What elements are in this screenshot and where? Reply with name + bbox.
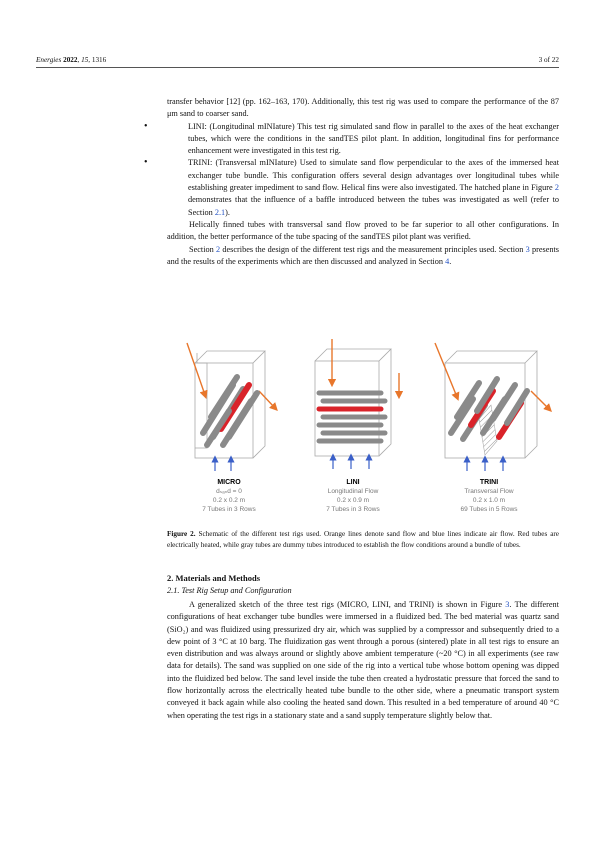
sand-flow-arrow-out	[531, 391, 549, 409]
para2-text-4: .	[449, 256, 452, 266]
bullet-icon: •	[144, 157, 148, 169]
section-2-link[interactable]: 2	[216, 244, 221, 254]
caption-label: Figure 2.	[167, 530, 196, 538]
figure-2-schematic	[167, 333, 559, 521]
trini-tubes: 69 Tubes in 5 Rows	[460, 506, 518, 513]
paragraph-helical: Helically finned tubes with transversal sand flow proved to be far superior to all other configurations. In addition, the better performance of the tube spacing of the sandTES pilot plant was verified.	[167, 219, 559, 242]
bullet-trini	[144, 157, 559, 218]
section-3-link[interactable]: 3	[525, 244, 530, 254]
running-header-citation: Energies 2022, 15, 1316	[36, 56, 107, 64]
micro-line1: dₛₐₙd = 0	[216, 488, 242, 495]
bullet-lini-text: LINI: (Longitudinal mINIature) This test rig simulated sand flow in parallel to the axes of the heat exchanger tubes, which were the conditions in the sandTES pilot plant. In addition, longitudinal fins for performance enhancement were investigated in this test rig.	[188, 121, 559, 156]
caption-text: Schematic of the different test rigs used. Orange lines denote sand flow and blue lines indicate air flow. Red tubes are electrically heated, while gray tubes are dummy tubes introduced to establish the flow conditions around a bundle of tubes.	[167, 530, 559, 549]
journal-year: 2022	[63, 56, 78, 64]
section-4-link[interactable]: 4	[445, 256, 450, 266]
micro-label: MICRO	[217, 479, 241, 486]
figure-caption	[167, 529, 559, 550]
section-heading: 2. Materials and Methods	[167, 573, 261, 583]
header-rule	[36, 67, 559, 68]
bullet-lini	[144, 120, 559, 158]
section-ref-link[interactable]: 2.1	[214, 207, 226, 217]
trini-rig-sketch	[435, 343, 549, 471]
page-number: 3 of 22	[538, 56, 559, 64]
section-text-2: . The different configurations of heat exchanger tube bundles were immersed in a fluidized bed. The bed material was quartz sand (SiO₂) and was fluidized using pressurized dry air, which was supplied by a compressor and subsequently dried to a dew point of 3 °C at 10 barg. The fluidization gas went through a porous (sintered) plate in all test rigs to ensure an even distribution and was always around or slightly above ambient temperature (~20 °C) in all experiments (see raw data for details). The sand was supplied on one side of the rig into a vertical tube whose bottom opening was dipped into the fluidized bed below. The sand level inside the tube then created a hydrostatic pressure that forced the sand to flow horizontally across the electrically heated tube bundle to the other side, where a pneumatic transport system conveyed it back again while also cooling the heated sand down. This resulted in a bed temperature of around 40 °C when operating the test rigs in a stationary state and a sand supply temperature slightly below that.	[167, 600, 559, 720]
sand-flow-arrow-in	[187, 343, 205, 395]
lini-rig-sketch	[315, 339, 399, 469]
micro-tubes: 7 Tubes in 3 Rows	[202, 506, 256, 513]
figure-ref-link[interactable]: 2	[554, 183, 559, 193]
sand-flow-arrow-out	[259, 391, 275, 408]
bullet-icon: •	[144, 120, 148, 132]
section-paragraph	[167, 599, 559, 722]
paragraph-sections	[167, 244, 559, 269]
trini-flow: Transversal Flow	[464, 488, 514, 495]
continued-paragraph: transfer behavior [12] (pp. 162–163, 170). Additionally, this test rig was used to compare the performance of the 87 μm sand to coarser sand.	[167, 97, 559, 119]
micro-dimensions: 0.2 x 0.2 m	[212, 497, 246, 504]
lini-flow: Longitudinal Flow	[327, 488, 379, 495]
subsection-heading: 2.1. Test Rig Setup and Configuration	[167, 586, 292, 595]
para2-text-2: describes the design of the different test rigs and the measurement principles used. Section	[220, 244, 526, 254]
para2-text-3: presents and the results of the experiments which are then discussed and analyzed in Section	[167, 244, 559, 266]
bullet-trini-text-3: ).	[225, 207, 230, 217]
article-number: 1316	[91, 56, 107, 64]
journal-volume: 15	[81, 56, 89, 64]
lini-tubes: 7 Tubes in 3 Rows	[326, 506, 380, 513]
bullet-trini-text: TRINI: (Transversal mINIature) Used to simulate sand flow perpendicular to the axes of the immersed heat exchanger tube bundle. This configuration offers several design advantages over longitudinal tubes while establishing greater impediment to sand flow. Helical fins were also investigated. The hatched plane in Figure	[188, 158, 559, 193]
lini-label: LINI	[346, 479, 360, 486]
section-text: A generalized sketch of the three test rigs (MICRO, LINI, and TRINI) is shown in Figure	[189, 600, 506, 609]
figure-3-link[interactable]: 3	[505, 600, 510, 609]
body-text-top	[144, 96, 559, 268]
trini-dimensions: 0.2 x 1.0 m	[472, 497, 506, 504]
section-body	[167, 599, 559, 722]
journal-name: Energies	[36, 56, 62, 64]
para2-text: Section	[189, 244, 216, 254]
sand-flow-arrow-in	[435, 343, 457, 397]
lini-dimensions: 0.2 x 0.9 m	[336, 497, 370, 504]
trini-label: TRINI	[479, 479, 499, 486]
micro-rig-sketch	[187, 343, 275, 471]
bullet-trini-text-2: demonstrates that the influence of a baffle introduced between the tubes was investigated as well (refer to Section	[188, 195, 559, 217]
